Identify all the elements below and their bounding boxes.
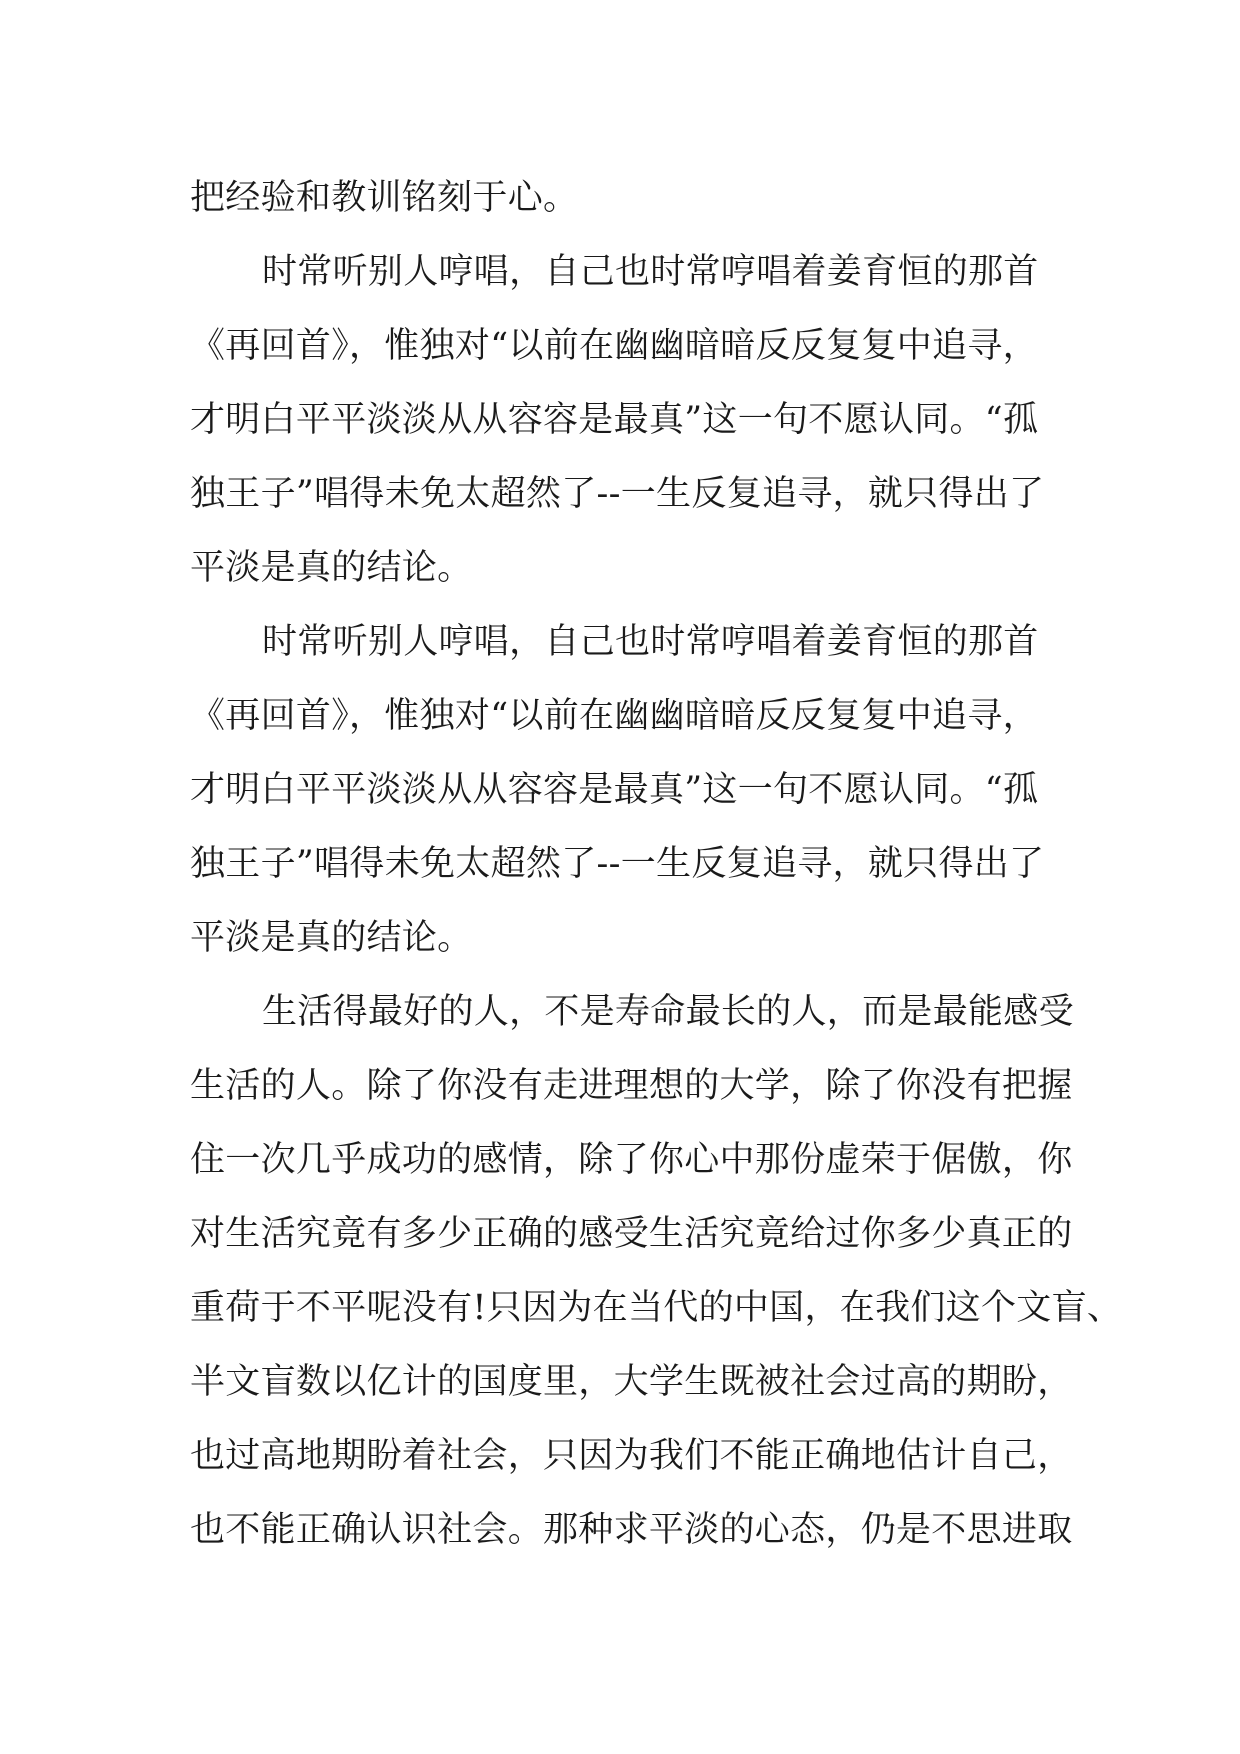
text-line: 把经验和教训铭刻于心。	[190, 178, 579, 218]
text-line: 《再回首》，惟独对“以前在幽幽暗暗反反复复中追寻，	[190, 696, 1038, 736]
text-line: 生活得最好的人，不是寿命最长的人，而是最能感受	[262, 992, 1074, 1032]
text-line: 生活的人。除了你没有走进理想的大学，除了你没有把握	[190, 1066, 1073, 1106]
text-line: 重荷于不平呢没有!只因为在当代的中国，在我们这个文盲、	[190, 1288, 1123, 1328]
text-line: 住一次几乎成功的感情，除了你心中那份虚荣于倨傲，你	[190, 1140, 1073, 1180]
text-line: 半文盲数以亿计的国度里，大学生既被社会过高的期盼，	[190, 1362, 1073, 1402]
text-line: 才明白平平淡淡从从容容是最真”这一句不愿认同。“孤	[190, 400, 1039, 440]
text-line: 平淡是真的结论。	[190, 548, 473, 588]
text-line: 《再回首》，惟独对“以前在幽幽暗暗反反复复中追寻，	[190, 326, 1038, 366]
text-line: 对生活究竟有多少正确的感受生活究竟给过你多少真正的	[190, 1214, 1073, 1254]
text-line: 也不能正确认识社会。那种求平淡的心态，仍是不思进取	[190, 1510, 1073, 1550]
text-line: 独王子”唱得未免太超然了--一生反复追寻，就只得出了	[190, 474, 1045, 514]
text-line: 也过高地期盼着社会，只因为我们不能正确地估计自己，	[190, 1436, 1073, 1476]
text-line: 才明白平平淡淡从从容容是最真”这一句不愿认同。“孤	[190, 770, 1039, 810]
text-line: 独王子”唱得未免太超然了--一生反复追寻，就只得出了	[190, 844, 1045, 884]
text-line: 平淡是真的结论。	[190, 918, 473, 958]
text-line: 时常听别人哼唱，自己也时常哼唱着姜育恒的那首	[262, 622, 1039, 662]
text-line: 时常听别人哼唱，自己也时常哼唱着姜育恒的那首	[262, 252, 1039, 292]
